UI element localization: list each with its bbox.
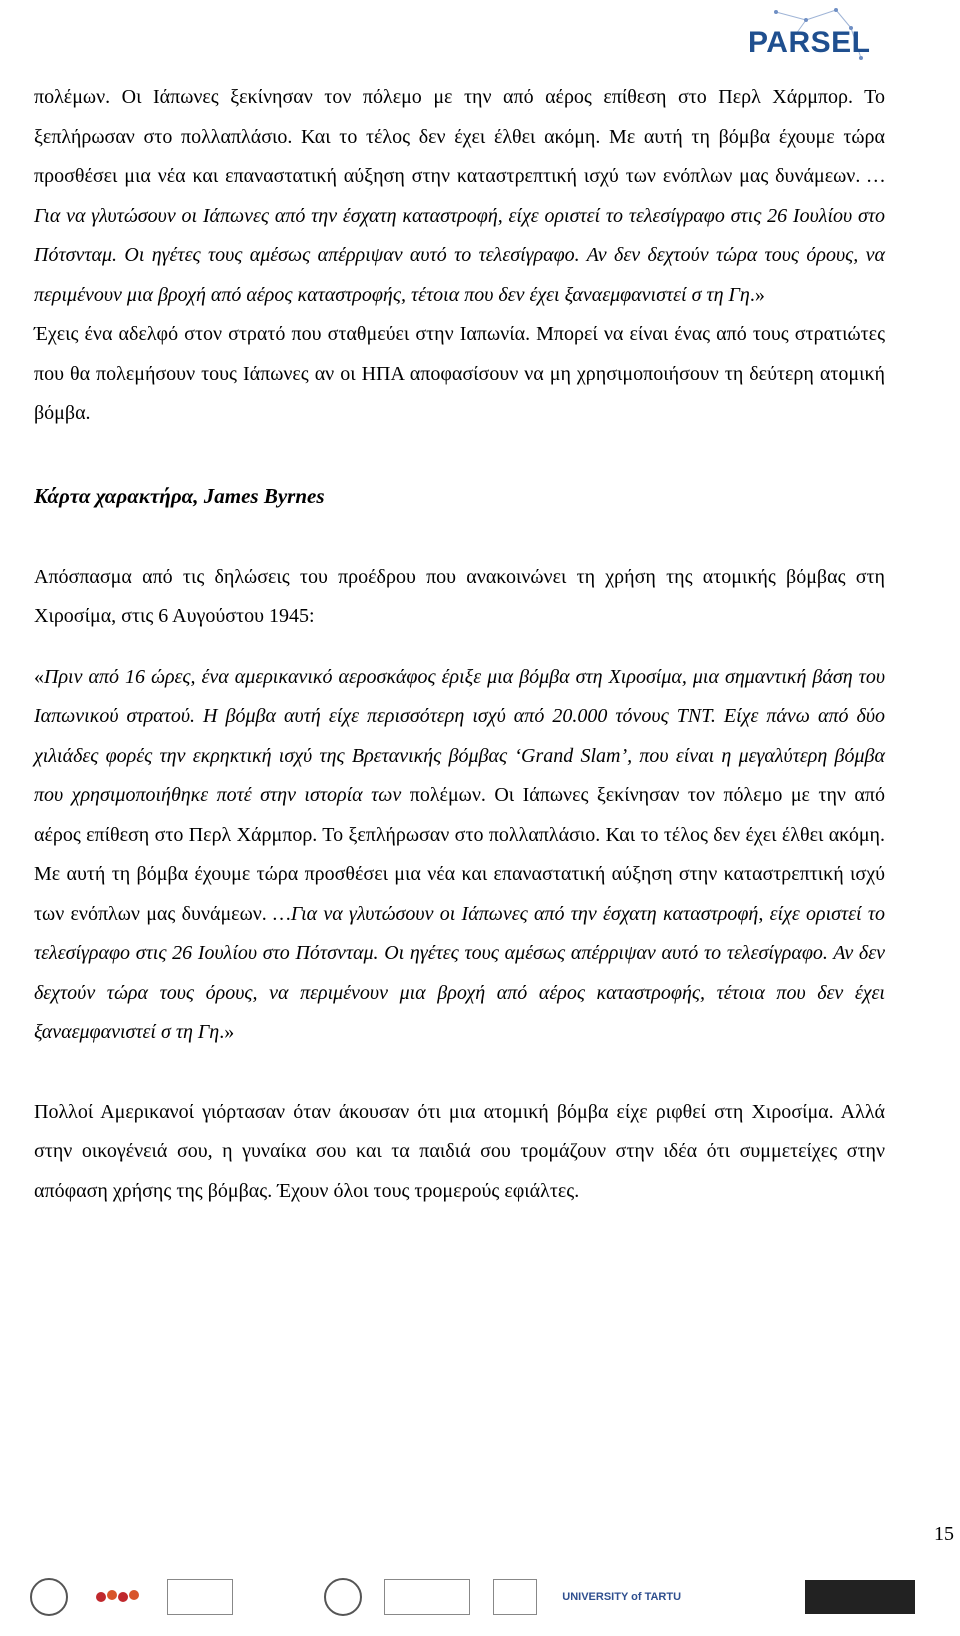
footer-partner-logos <box>30 1572 915 1622</box>
partner-logo-blue <box>255 1580 301 1614</box>
freie-universitat-logo <box>167 1579 233 1615</box>
page-number: 15 <box>934 1523 954 1545</box>
university-of-ioannina-logo <box>707 1580 783 1614</box>
paragraph-family-reaction: Πολλοί Αμερικανοί γιόρτασαν όταν άκουσαν ότι μια ατομική βόμβα είχε ριφθεί στη Χιροσίμα. Αλλά στην οικογένειά σου, η γυναίκα σου και τα παιδιά σου τρομάζουν στην ιδέα ότι συμμετείχες στην απόφαση χρήσης της βόμβας. Έχουν όλοι τους τρομερούς εφιάλτες. <box>34 1100 885 1202</box>
text-run-italic: …Για να γλυτώσουν οι Ιάπωνες από την έσχατη καταστροφή, είχε οριστεί το τελεσίγραφο στις 26 Ιουλίου στο Πότσνταμ. Οι ηγέτες τους αμέσως απέρριψαν αυτό το τελεσίγραφο. Αν δεν δεχτούν τώρα τους όρους, να περιμένουν μια βροχή από αέρος καταστροφής, τέτοια που δεν έχει ξαναεμφανιστεί σ τη Γη <box>34 902 886 1043</box>
paragraph-brother-in-army: Έχεις ένα αδελφό στον στρατό που σταθμεύει στην Ιαπωνία. Μπορεί να είναι ένας από τους στρατιώτες που θα πολεμήσουν τους Ιάπωνες αν οι ΗΠΑ αποφασίσουν να μη χρησιμοποιήσουν τη δεύτερη ατομική βόμβα. <box>34 323 885 424</box>
red-figures-icon <box>95 1585 139 1609</box>
lunds-universitet-logo <box>493 1579 537 1615</box>
text-run: « <box>34 665 44 688</box>
text-run: πολέμων. Οι Ιάπωνες ξεκίνησαν τον πόλεμο με την από αέρος επίθεση στο Περλ Χάρμπορ. Το ξεπλήρωσαν στο πολλαπλάσιο. Και το τέλος δεν έχει έλθει ακόμη. Με αυτή τη βόμβα έχουμε τώρα προσθέσει μια νέα και επαναστατική αύξηση στην καταστρεπτική ισχύ των ενόπλων μας δυνάμεων. <box>34 784 885 925</box>
partner-crest-logo <box>324 1578 362 1616</box>
partner-logo-grey <box>384 1579 470 1615</box>
text-run-italic: …Για να γλυτώσουν οι Ιάπωνες από την έσχατη καταστροφή, είχε οριστεί το τελεσίγραφο στις 26 Ιουλίου στο Πότσνταμ. Οι ηγέτες τους αμέσως απέρριψαν αυτό το τελεσίγραφο. Αν δεν δεχτούν τώρα τους όρους, να περιμένουν μια βροχή από αέρος καταστροφής, τέτοια που δεν έχει ξαναεμφανιστεί σ τη Γη <box>34 165 885 306</box>
paragraph-excerpt-intro: Απόσπασμα από τις δηλώσεις του προέδρου που ανακοινώνει τη χρήση της ατομικής βόμβας στη Χιροσίμα, στις 6 Αυγούστου 1945: <box>34 565 885 627</box>
text-run: πολέμων. Οι Ιάπωνες ξεκίνησαν τον πόλεμο με την από αέρος επίθεση στο Περλ Χάρμπορ. Το ξεπλήρωσαν στο πολλαπλάσιο. Και το τέλος δεν έχει έλθει ακόμη. Με αυτή τη βόμβα έχουμε τώρα προσθέσει μια νέα και επαναστατική αύξηση στην καταστρεπτική ισχύ των ενόπλων μας δυνάμεων. <box>34 86 885 187</box>
partner-logo-red <box>90 1580 144 1614</box>
paragraph-speech-excerpt-1 <box>34 78 885 315</box>
logo-wordmark: PARSEL <box>748 26 871 59</box>
university-of-tartu-logo: UNIVERSITY of TARTU <box>562 1591 682 1603</box>
university-of-lisbon-logo <box>30 1578 68 1616</box>
paragraph-speech-quote <box>34 658 885 1053</box>
character-card-heading: Κάρτα χαρακτήρα, James Byrnes <box>34 483 325 508</box>
text-run: .» <box>749 283 765 306</box>
parsel-logo <box>736 8 871 72</box>
text-run: .» <box>219 1021 235 1043</box>
document-body <box>34 78 885 1211</box>
partner-logo-dark <box>805 1580 915 1614</box>
text-run-italic: Πριν από 16 ώρες, ένα αμερικανικό αεροσκάφος έριξε μια βόμβα στη Χιροσίμα, μια σημαντική βάση του Ιαπωνικού στρατού. Η βόμβα αυτή είχε περισσότερη ισχύ από 20.000 τόνους TNT. Είχε πάνω από δύο χιλιάδες φορές την εκρηκτική ισχύ της Βρετανικής βόμβας ‘Grand Slam’, που είναι η μεγαλύτερη βόμβα που χρησιμοποιήθηκε ποτέ στην ιστορία των <box>34 665 885 806</box>
